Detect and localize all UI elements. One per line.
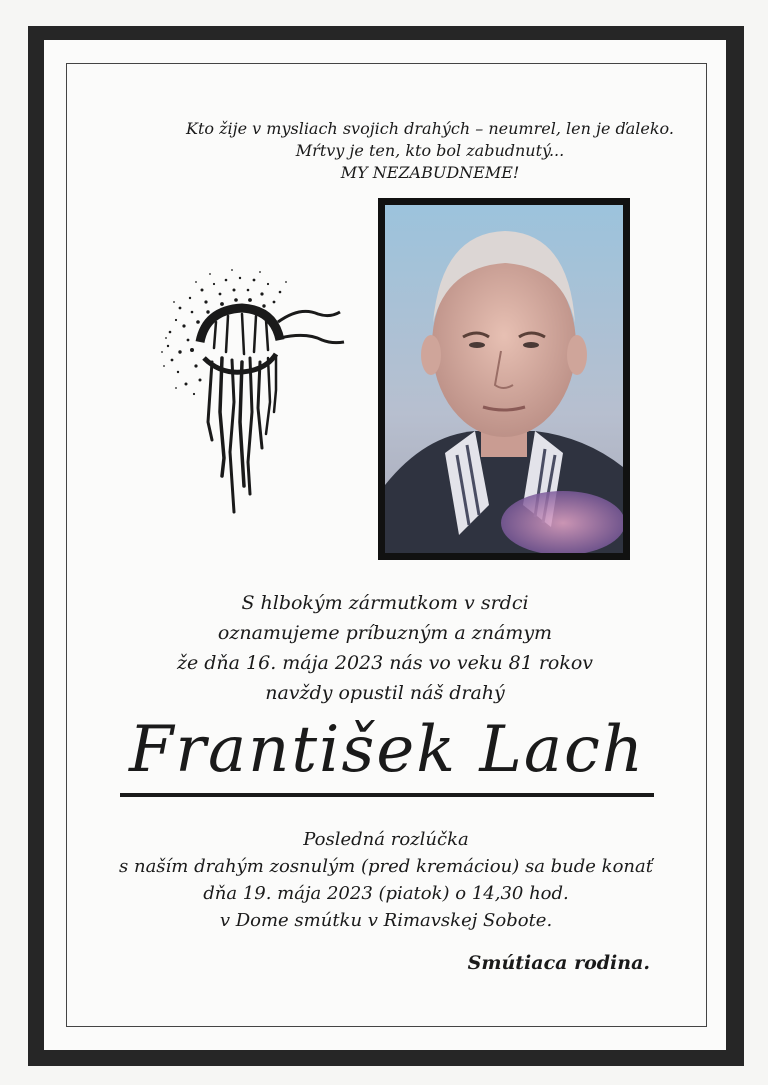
ceremony-line-2: s naším drahým zosnulým (pred kremáciou) sa bude konať — [119, 856, 653, 877]
name-underline — [120, 793, 654, 797]
ceremony-line-4: v Dome smútku v Rimavskej Sobote. — [219, 910, 553, 931]
portrait-frame — [378, 198, 630, 560]
death-announcement — [110, 588, 660, 708]
announce-line-4: navždy opustil náš drahý — [265, 682, 505, 704]
portrait-photo — [385, 205, 623, 553]
drip-sun-icon — [150, 262, 350, 532]
quote-line-1: Kto žije v mysliach svojich drahých – neumrel, len je ďaleko. — [185, 119, 674, 138]
announce-line-3: že dňa 16. mája 2023 nás vo veku 81 rokov — [176, 652, 594, 674]
family-signature: Smútiaca rodina. — [467, 952, 650, 974]
deceased-name: František Lach — [128, 713, 646, 787]
ceremony-line-1: Posledná rozlúčka — [303, 829, 469, 850]
ceremony-line-3: dňa 19. mája 2023 (piatok) o 14,30 hod. — [203, 883, 569, 904]
announce-line-2: oznamujeme príbuzným a známym — [217, 622, 553, 644]
farewell-ceremony — [100, 826, 672, 934]
memorial-quote — [180, 118, 680, 184]
quote-line-3: MY NEZABUDNEME! — [340, 163, 520, 182]
quote-line-2: Mŕtvy je ten, kto bol zabudnutý... — [295, 141, 565, 160]
announce-line-1: S hlbokým zármutkom v srdci — [241, 592, 529, 614]
